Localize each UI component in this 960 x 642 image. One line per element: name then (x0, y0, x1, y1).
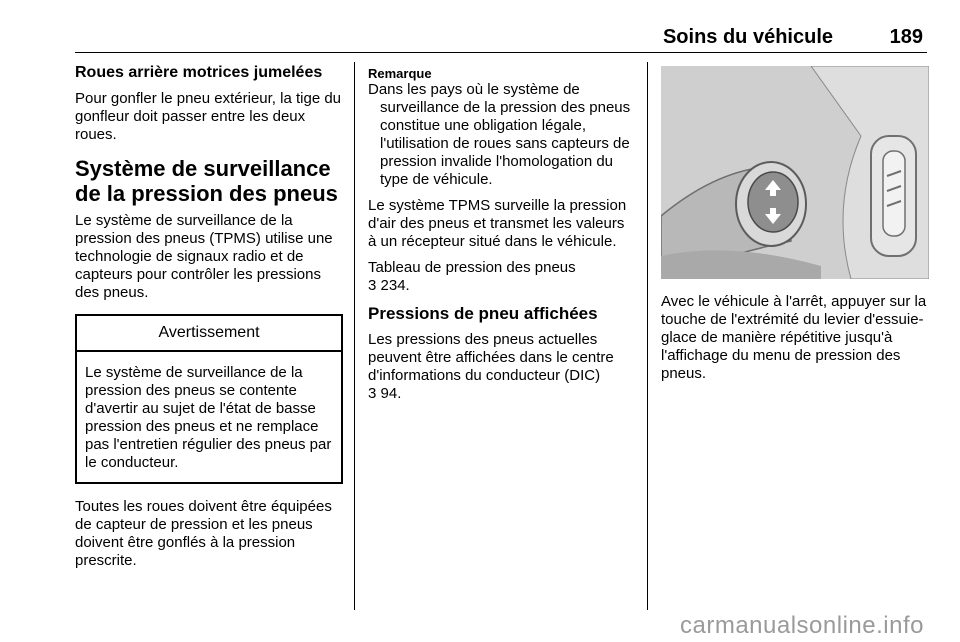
paragraph-procedure: Avec le véhicule à l'arrêt, appuyer sur la touche de l'extrémité du levier d'essuie-glace de manière répétitive jusqu'à l'affichage du menu de pression des pneus. (661, 293, 927, 382)
watermark-text: carmanualsonline.info (680, 612, 924, 639)
column-right (661, 62, 929, 391)
paragraph-monitor: Le système TPMS surveille la pression d'air des pneus et transmet les valeurs à un récepteur situé dans le véhicule. (368, 197, 627, 250)
note-box (368, 66, 633, 189)
page-ref-link-234[interactable]: 3 234. (368, 277, 410, 294)
wiper-lever-drawing (661, 66, 929, 279)
warning-title: Avertissement (77, 316, 341, 352)
wiper-lever-illustration (661, 66, 929, 279)
heading-dual-wheels: Roues arrière motrices jumelées (75, 64, 323, 81)
paragraph-displayed (368, 331, 633, 403)
note-title: Remarque (368, 66, 432, 81)
page-ref-link-94[interactable]: 3 94. (368, 385, 402, 402)
heading-tpms: Système de surveillance de la pression des pneus (75, 156, 338, 206)
heading-displayed-pressures: Pressions de pneu affichées (368, 304, 598, 323)
page-header (75, 26, 927, 53)
section-title: Soins du véhicule (662, 26, 833, 48)
warning-box (75, 314, 343, 484)
paragraph-dual-wheels: Pour gonfler le pneu extérieur, la tige du gonfleur doit passer entre les deux roues. (75, 90, 342, 143)
note-body-text: Dans les pays où le système de surveillance de la pression des pneus constitue une obligation légale, l'utilisation de roues sans capteurs de pression invalide l'homologation du type de véhicule. (368, 81, 631, 188)
paragraph-tpms: Le système de surveillance de la pression des pneus (TPMS) utilise une technologie de signaux radio et de capteurs pour contrôler les pressions des pneus. (75, 212, 333, 301)
paragraph-table-ref (368, 259, 633, 295)
paragraph-sensors: Toutes les roues doivent être équipées de capteur de pression et les pneus doivent être gonflés à la pression prescrite. (75, 498, 332, 569)
warning-body: Le système de surveillance de la pression des pneus se contente d'avertir au sujet de l'état de basse pression des pneus et ne remplace pas l'entretien régulier des pneus par le conducteur. (85, 364, 332, 471)
page-number: 189 (889, 26, 923, 48)
table-ref-label: Tableau de pression des pneus (368, 259, 576, 276)
column-left (75, 62, 343, 578)
displayed-text: Les pressions des pneus actuelles peuvent être affichées dans le centre d'informations du conducteur (DIC) (368, 331, 614, 384)
note-body (368, 81, 633, 189)
column-middle (368, 62, 633, 411)
column-divider-1 (354, 62, 355, 610)
column-divider-2 (647, 62, 648, 610)
